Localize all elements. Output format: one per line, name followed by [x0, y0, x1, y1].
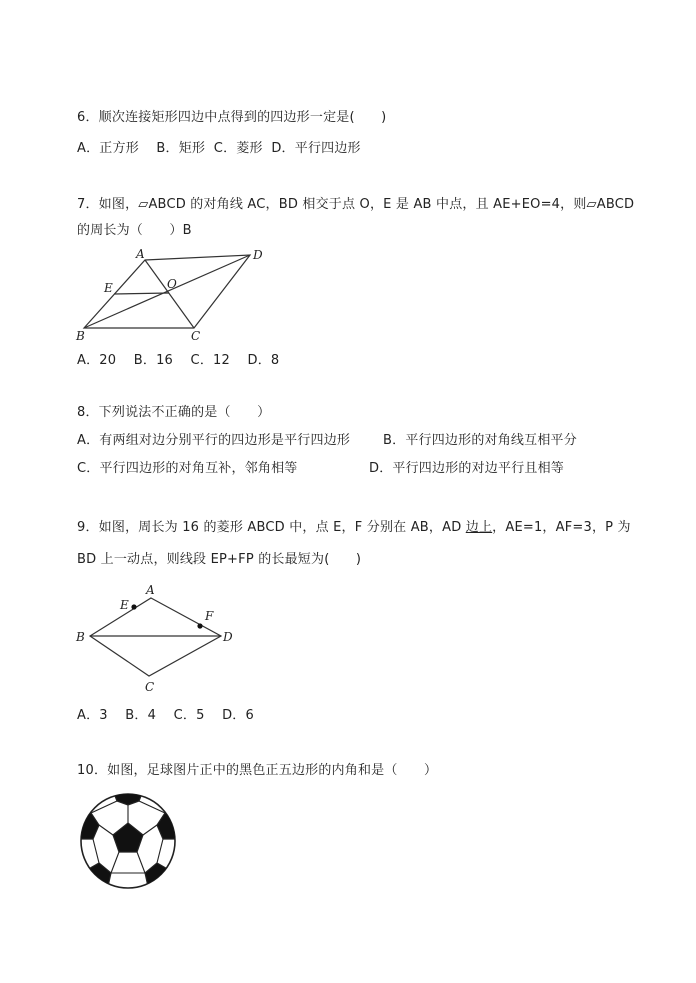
q9-stem-line1-pre: 9．如图，周长为 16 的菱形 ABCD 中，点 E，F 分别在 AB，AD [77, 520, 466, 535]
q7-label-c: C [191, 329, 201, 343]
q9-stem-line1 [77, 519, 631, 537]
q9-label-e: E [120, 598, 129, 612]
q7-options: A．20 B．16 C．12 D．8 [77, 353, 280, 368]
q9-rhombus-figure [70, 580, 245, 695]
q9-label-d: D [223, 630, 233, 644]
q7-stem-line2: 的周长为（ ）B [77, 223, 192, 238]
q9-stem-line2: BD 上一动点，则线段 EP+FP 的长最短为( ) [77, 552, 362, 567]
q7-label-o: O [167, 277, 177, 291]
q9-stem-underlined: 边上 [465, 520, 493, 535]
q8-option-a: A．有两组对边分别平行的四边形是平行四边形 [77, 433, 351, 448]
point-e [131, 604, 136, 609]
point-f [197, 623, 202, 628]
q7-label-b: B [76, 329, 85, 343]
q9-stem-line1-post: ，AE=1，AF=3，P 为 [492, 520, 631, 535]
rhombus-abcd [90, 598, 221, 676]
q7-label-e: E [104, 281, 113, 295]
q6-stem: 6．顺次连接矩形四边中点得到的四边形一定是( ) [77, 110, 387, 125]
q9-label-f: F [205, 609, 214, 623]
q8-option-d: D．平行四边形的对边平行且相等 [369, 461, 565, 476]
q7-stem-line1: 7．如图，▱ABCD 的对角线 AC，BD 相交于点 O，E 是 AB 中点，且 AE+EO=4，则▱ABCD [77, 197, 635, 212]
q10-stem: 10．如图，足球图片正中的黑色正五边形的内角和是（ ） [77, 763, 438, 778]
q8-option-b: B．平行四边形的对角线互相平分 [383, 433, 577, 448]
q8-stem: 8．下列说法不正确的是（ ） [77, 405, 271, 420]
q6-options: A．正方形 B．矩形 C．菱形 D．平行四边形 [77, 141, 361, 156]
soccer-ball-figure [77, 791, 179, 891]
q8-option-c: C．平行四边形的对角互补，邻角相等 [77, 461, 298, 476]
q7-label-a: A [136, 247, 145, 261]
q9-options: A．3 B．4 C．5 D．6 [77, 708, 254, 723]
q9-label-c: C [145, 680, 155, 694]
diagonal-ac [145, 260, 194, 328]
q9-label-a: A [146, 583, 155, 597]
q9-label-b: B [76, 630, 85, 644]
q7-parallelogram-figure [70, 244, 280, 344]
q7-label-d: D [253, 248, 263, 262]
